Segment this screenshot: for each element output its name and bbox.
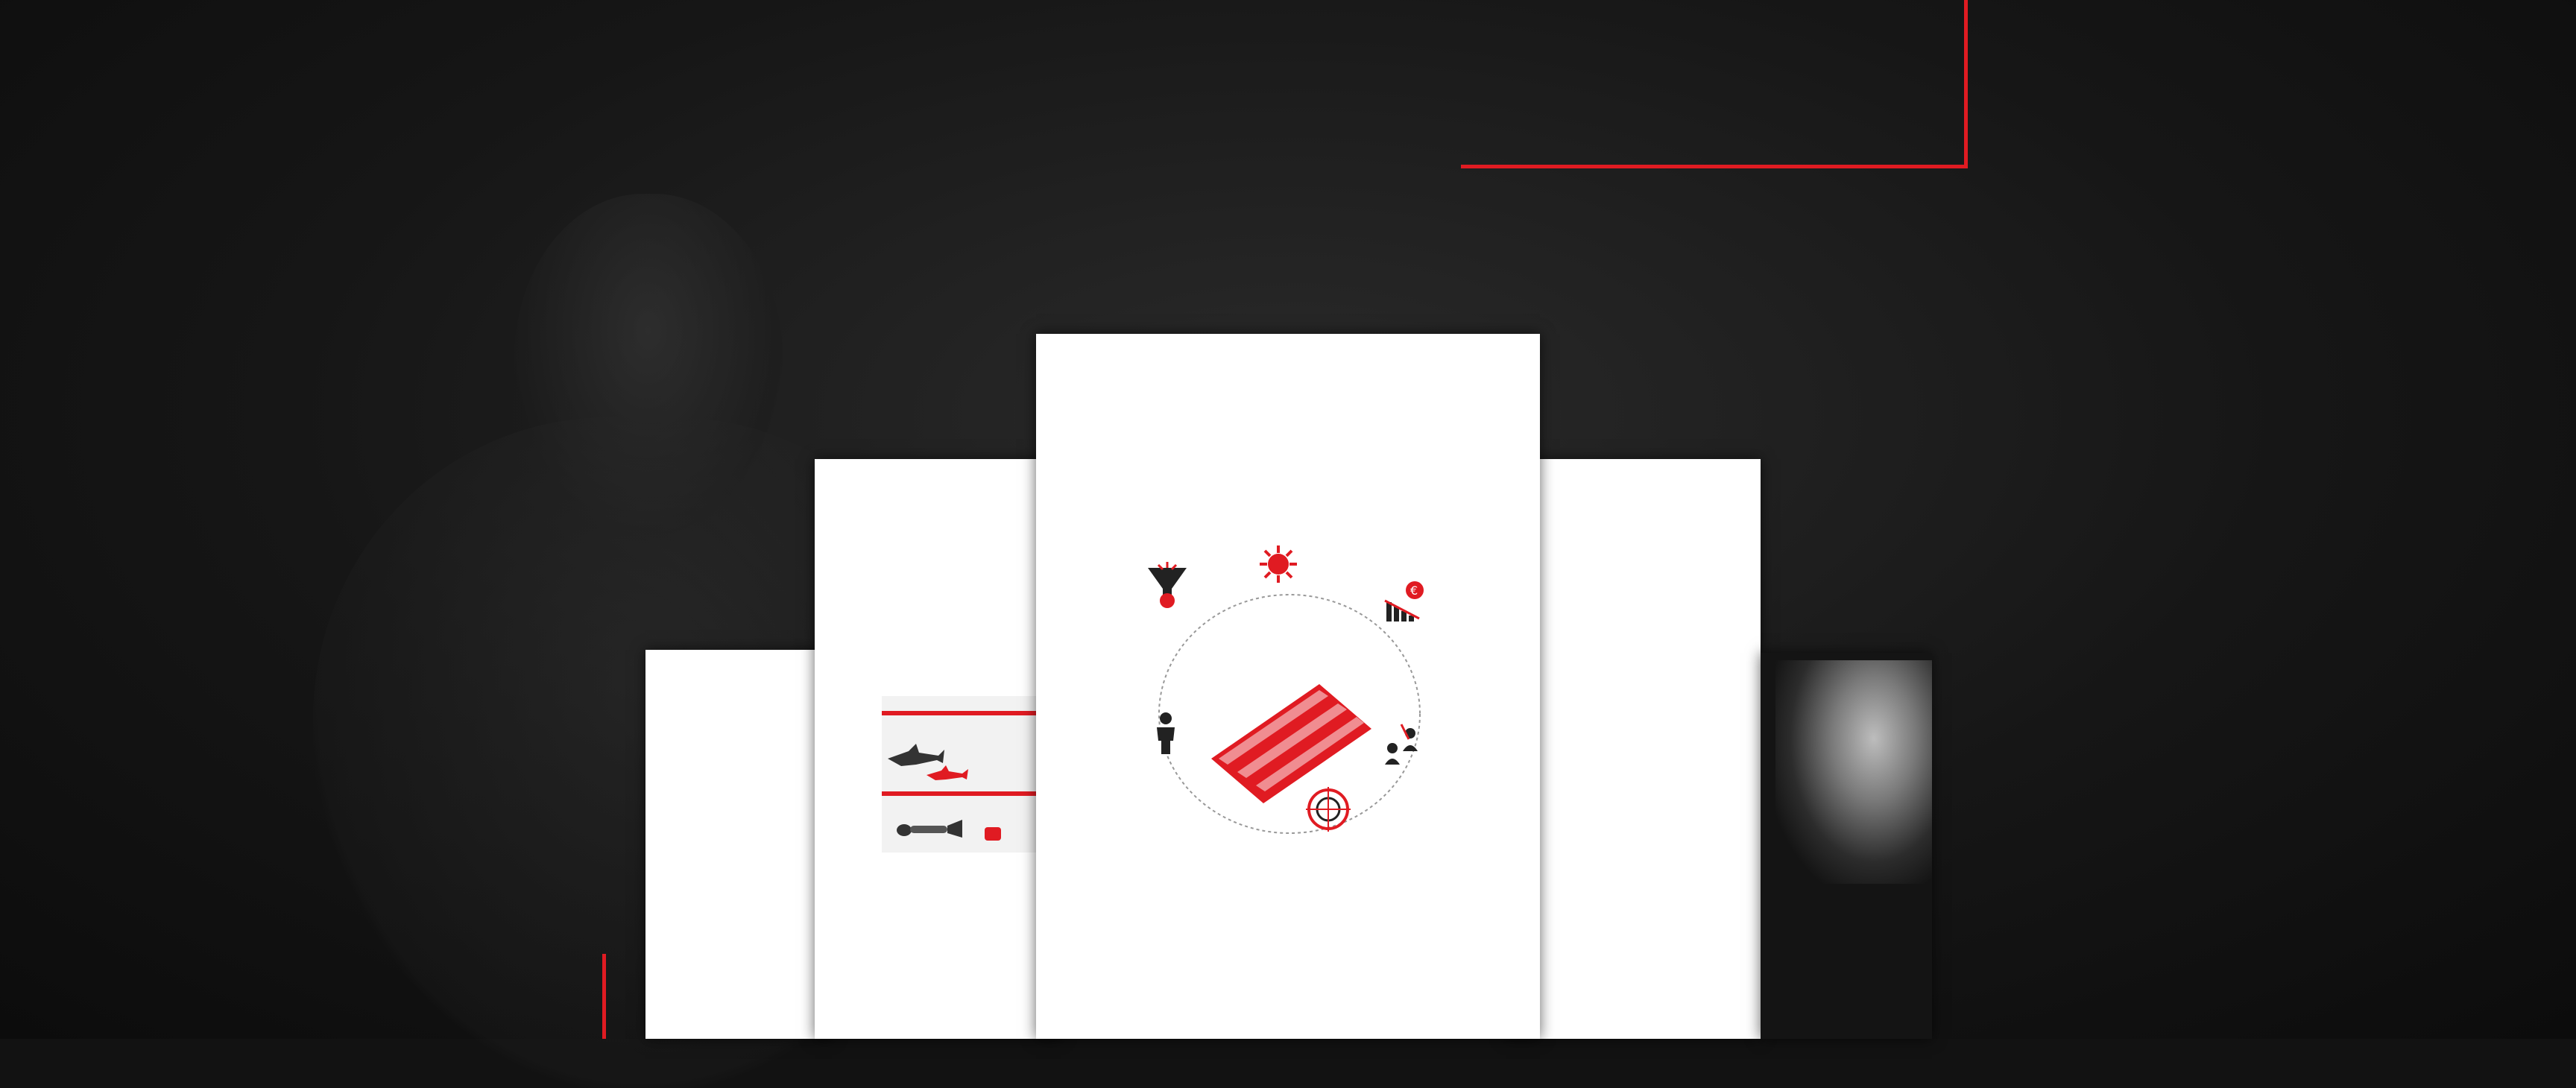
person-gap-icon [1148, 711, 1185, 756]
diver-icon [889, 815, 964, 845]
bar-graphic [1580, 698, 1707, 824]
crop-mark [1519, 334, 1540, 355]
crop-mark [1519, 1006, 1540, 1027]
red-ocean-illustration [882, 696, 1061, 853]
competitors-icon [1379, 721, 1424, 766]
quote-text [1761, 906, 1781, 1039]
crop-mark [1737, 462, 1758, 483]
crop-mark [1038, 334, 1058, 355]
accent-line-vertical [1964, 0, 1968, 168]
fish-icon [985, 827, 1001, 841]
target-customers-icon [1306, 787, 1351, 832]
crop-mark [818, 462, 839, 483]
declining-chart-icon [1382, 580, 1431, 624]
book-page-center [1036, 334, 1540, 1039]
accent-line-horizontal [1461, 165, 1968, 168]
crop-mark [1038, 1006, 1058, 1027]
shark-small-icon [925, 765, 970, 784]
funnel-icon [1145, 562, 1190, 614]
svg-text:€: € [1410, 583, 1418, 598]
book-page-left [645, 650, 832, 1039]
book-page-center-left [815, 459, 1061, 1039]
book-page-right [1506, 459, 1761, 1039]
virus-icon [1258, 544, 1298, 584]
accent-line-left-bottom [602, 954, 606, 1039]
book-page-quote [1761, 653, 1932, 1039]
author-photo [1775, 660, 1932, 884]
